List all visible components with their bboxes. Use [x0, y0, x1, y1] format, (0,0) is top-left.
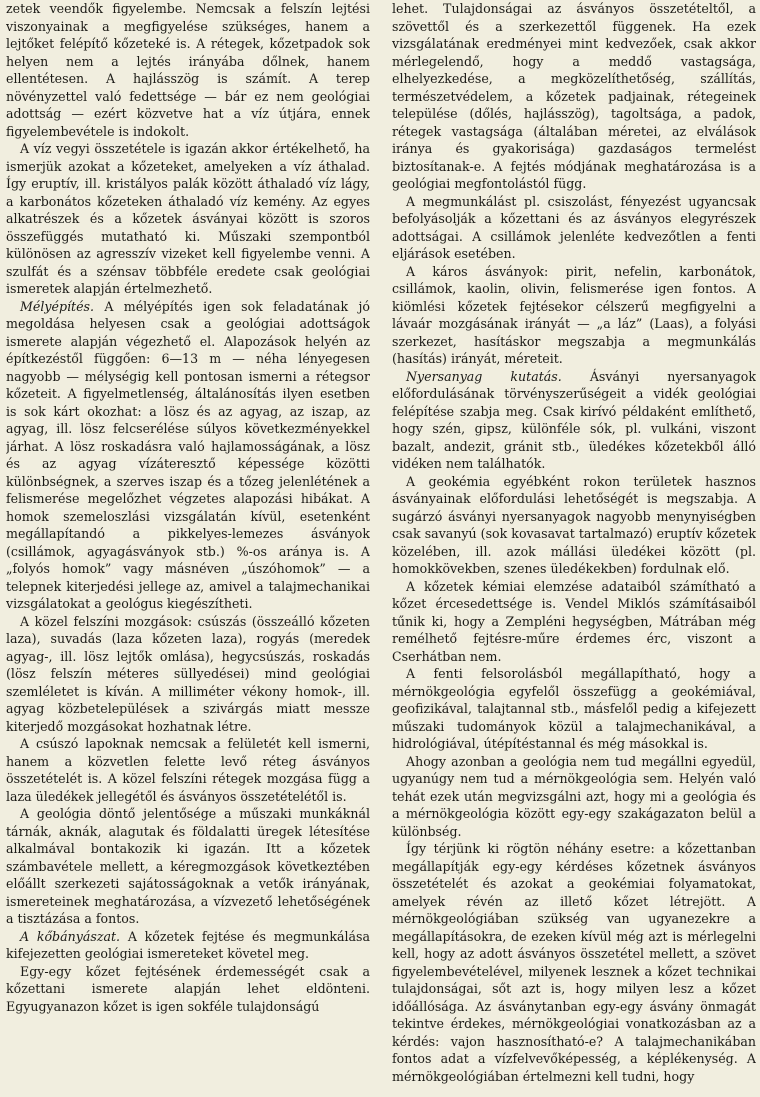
paragraph-text: Ahogy azonban a geológia nem tud megállni egyedül, ugyanúgy nem tud a mérnökgeológia sem. Helyén való tehát ezek után megvizsgálni azt, hogy mi a geológia és a mérnökgeológia között egy-egy szakágazaton belül a különbség. — [392, 753, 756, 839]
paragraph-text: lehet. Tulajdonságai az ásványos összetételtől, a szövettől és a szerkezettől függenek. Ha ezek vizsgálatának eredményei mint kedvezőek, csak akkor mérlegelendő, hogy a meddő vastagsága, elhelyezkedése, a megközelíthetőség, szállítás, természetvédelem, a kőzetek padjainak, rétegeinek települése (dőlés, hajlásszög), tagoltsága, a padok, rétegek vastagsága (általában méretei, az elválások iránya és gyakorisága) gazdaságos termelést biztosítanak-e. A fejtés módjának meghatározása is a geológiai megfontolástól függ. — [392, 1, 756, 191]
paragraph — [392, 473, 756, 578]
paragraph — [392, 193, 756, 263]
section-lead: Mélyépítés. — [20, 298, 95, 314]
section-lead: A kőbányászat. — [20, 928, 121, 944]
paragraph — [392, 578, 756, 666]
paragraph-text: A megmunkálást pl. csiszolást, fényezést ugyancsak befolyásolják a kőzettani és az ásványos elegyrészek adottságai. A csillámok jelenléte kedvezőtlen a fenti eljárások esetében. — [392, 193, 756, 261]
paragraph — [6, 735, 370, 805]
paragraph-text: A kőzetek fejtése és megmunkálása kifejezetten geológiai ismereteket követel meg. — [6, 928, 370, 961]
paragraph-text: A geológia döntő jelentősége a műszaki munkáknál tárnák, aknák, alagutak és földalatti üregek létesítése alkalmával bontakozik ki igazán. Itt a kőzetek számbavétele mellett, a kéregmozgások következtében előállt szerkezeti sajátosságoknak a vetők irányának, ismereteinek meghatározása, a vízvezető lehetőségének a tisztázása a fontos. — [6, 806, 370, 926]
paragraph-continuation — [392, 0, 756, 193]
paragraph — [6, 963, 370, 1016]
paragraph-continuation — [6, 0, 370, 140]
paragraph-text: A káros ásványok: pirit, nefelin, karbonátok, csillámok, kaolin, olivin, felismerése igen fontos. A kiömlési kőzetek fejtésekor célszerű megfigyelni a lávaár mozgásának irányát — „a láz” (Laas), a folyási szerkezet, hasításkor megszabja a megmunkálás (hasítás) irányát, méreteit. — [392, 263, 756, 366]
paragraph — [6, 298, 370, 613]
text-column-right — [392, 0, 756, 1097]
text-column-left — [6, 0, 370, 1097]
paragraph — [392, 840, 756, 1085]
paragraph-text: A közel felszíni mozgások: csúszás (összeálló kőzeten laza), suvadás (laza kőzeten laza), rogyás (meredek agyag-, ill. lösz lejtők omlása), hegycsúszás, roskadás (lösz felszín méteres süllyedései) mind geológiai szemléletet is kíván. A milliméter vékony homok-, ill. agyag közbetelepülések a szivárgás miatt messze kiterjedő mozgásokat hozhatnak létre. — [6, 613, 370, 734]
paragraph-text: A fenti felsorolásból megállapítható, hogy a mérnökgeológia egyfelől összefügg a geokémiával, geofizikával, talajtannal stb., másfelől pedig a kifejezett műszaki tudományok közül a talajmechanikával, a hidrológiával, útépítéstannal és még másokkal is. — [392, 666, 756, 751]
paragraph-text: Ásványi nyersanyagok előfordulásának törvényszerűségeit a vidék geológiai felépítése szabja meg. Csak kirívó példaként említhető, hogy szén, gipsz, különféle sók, pl. vulkáni, viszont bazalt, andezit, gránit stb., üledékes kőzetekből álló vidéken nem találhatók. — [392, 368, 756, 471]
paragraph — [6, 928, 370, 963]
paragraph — [392, 665, 756, 753]
paragraph — [392, 263, 756, 368]
paragraph — [6, 805, 370, 928]
section-lead: Nyersanyag kutatás. — [406, 368, 562, 384]
paragraph-text: A geokémia egyébként rokon területek hasznos ásványainak előfordulási lehetőségét is megszabja. A sugárzó ásványi nyersanyagok nagyobb menynyiségben csak savanyú (sok kovasavat tartalmazó) eruptív kőzetek közelében, ill. azok mállási üledékei között (pl. homokkövekben, szenes üledékekben) fordulnak elő. — [392, 473, 756, 576]
paragraph-text: A víz vegyi összetétele is igazán akkor értékelhető, ha ismerjük azokat a kőzeteket, amelyeken a víz áthalad. Így eruptív, ill. kristályos palák között áthaladó víz lágy, a karbonátos kőzeteken áthaladó víz kemény. Az egyes alkatrészek és a kőzetek ásványai között is szoros összefüggés mutatható ki. Műszaki szempontból különösen az agresszív vizeket kell figyelembe venni. A szulfát és a szénsav többféle eredete csak geológiai ismeretek alapján értelmezhető. — [6, 141, 370, 296]
paragraph — [392, 368, 756, 473]
paragraph-text: A mélyépítés igen sok feladatának jó megoldása helyesen csak a geológiai adottságok ismerete alapján végezhető el. Alapozások helyén az építkezéstől függően: 6—13 m — néha lényegesen nagyobb — mélységig kell pontosan ismerni a rétegsor kőzeteit. A figyelmetlenség, általánosítás ilyen esetben is sok kárt okozhat: a lösz és az agyag, az iszap, az agyag, ill. lösz felcserélése súlyos következményekkel járhat. A lösz roskadásra való hajlamosságának, a lösz és az agyag vízáteresztő képessége közötti különbségnek, a szerves iszap és a tőzeg jelenlétének a felismerése megelőzhet végzetes alapozási hibákat. A homok szemeloszlási vizsgálatán kívül, esetenként megállapítandó a pikkelyes-lemezes ásványok (csillámok, agyagásványok stb.) %-os aránya is. A „folyós homok” vagy másnéven „úszóhomok” — a telepnek kiterjedési jellege az, amivel a talajmechanikai vizsgálatokat a geológus kiegészítheti. — [6, 298, 370, 611]
paragraph — [6, 140, 370, 298]
paragraph-text: Így térjünk ki rögtön néhány esetre: a kőzettanban megállapítják egy-egy kérdéses kőzetnek ásványos összetételét és azokat a geokémiai folyamatokat, amelyek révén az illető kőzet létrejött. A mérnökgeológiában szükség van ugyanezekre a megállapításokra, de ezeken kívül még azt is mérlegelni kell, hogy az adott ásványos összetétel mellett, a szövet figyelembevételével, milyenek lesznek a kőzet technikai tulajdonságai, sőt azt is, hogy milyen lesz a kőzet időállósága. Az ásványtanban egy-egy ásvány önmagát tekintve érdekes, mérnökgeológiai vonatkozásban az a kérdés: vajon hasznosítható-e? A talajmechanikában fontos adat a vízfelvevőképesség, a képlékenység. A mérnökgeológiában értelmezni kell tudni, hogy — [392, 841, 756, 1084]
paragraph-text: A kőzetek kémiai elemzése adataiból számítható a kőzet ércesedettsége is. Vendel Miklós számításaiból tűnik ki, hogy a Zempléni hegységben, Mátrában még remélhető fejtésre-műre érdemes érc, viszont a Cserhátban nem. — [392, 578, 756, 664]
paragraph — [392, 753, 756, 841]
paragraph — [6, 613, 370, 736]
paragraph-text: Egy-egy kőzet fejtésének érdemességét csak a kőzettani ismerete alapján lehet eldönteni. Egyugyanazon kőzet is igen sokféle tulajdonságú — [6, 963, 370, 1014]
paragraph-text: A csúszó lapoknak nemcsak a felületét kell ismerni, hanem a közvetlen felette levő réteg ásványos összetételét is. A közel felszíni rétegek mozgása függ a laza üledékek jellegétől és ásványos összetételétől is. — [6, 736, 370, 804]
paragraph-text: zetek veendők figyelembe. Nemcsak a felszín lejtési viszonyainak a megfigyelése szükséges, hanem a lejtőket felépítő kőzeteké is. A rétegek, kőzetpadok sok helyen nem a lejtés irányába dőlnek, hanem ellentétesen. A hajlásszög is számít. A terep növényzettel való fedettsége — bár ez nem geológiai adottság — ezért közvetve hat a víz útjára, ennek figyelembevétele is indokolt. — [6, 1, 370, 139]
